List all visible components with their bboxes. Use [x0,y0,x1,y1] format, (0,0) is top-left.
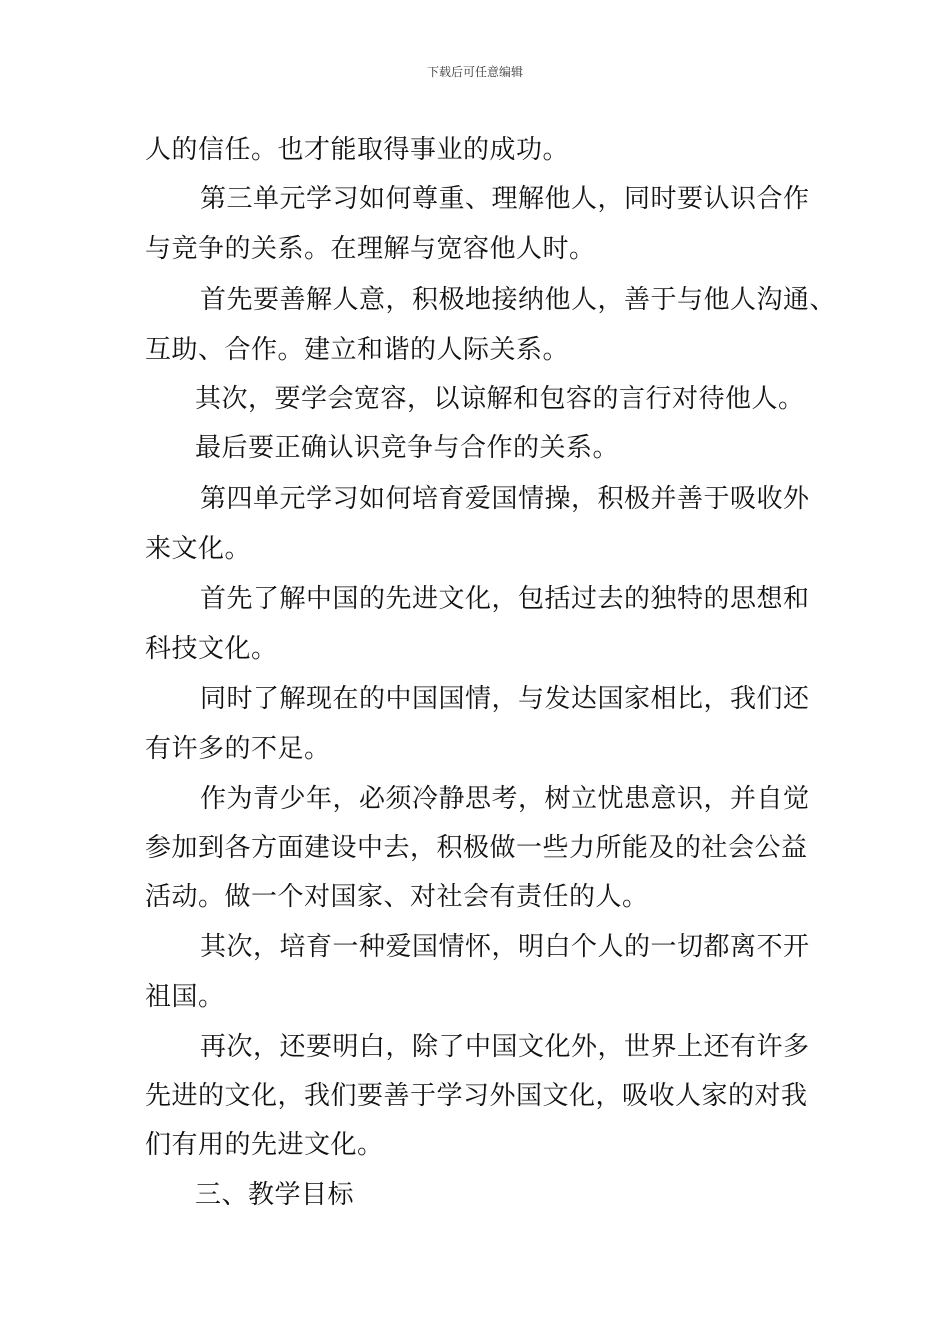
text-line: 最后要正确认识竞争与合作的关系。 [195,433,620,463]
text-line: 人的信任。也才能取得事业的成功。 [145,135,570,165]
text-line: 其次，培育一种爱国情怀，明白个人的一切都离不开 [200,932,810,962]
text-line: 先进的文化，我们要善于学习外国文化，吸收人家的对我 [145,1081,808,1111]
text-line: 第三单元学习如何尊重、理解他人，同时要认识合作 [200,184,810,214]
text-line: 互助、合作。建立和谐的人际关系。 [145,335,570,365]
text-line: 首先了解中国的先进文化，包括过去的独特的思想和 [200,584,810,614]
text-line: 祖国。 [145,982,225,1012]
section-heading: 三、教学目标 [195,1180,355,1210]
page-header: 下载后可任意编辑 [426,65,523,79]
text-line: 参加到各方面建设中去，积极做一些力所能及的社会公益 [145,833,808,863]
text-line: 第四单元学习如何培育爱国情操，积极并善于吸收外 [200,484,810,514]
text-line: 再次，还要明白，除了中国文化外，世界上还有许多 [200,1032,810,1062]
text-line: 同时了解现在的中国国情，与发达国家相比，我们还 [200,684,810,714]
text-line: 首先要善解人意，积极地接纳他人，善于与他人沟通、 [200,285,837,315]
text-line: 们有用的先进文化。 [145,1130,384,1160]
text-line: 与竞争的关系。在理解与宽容他人时。 [145,234,596,264]
text-line: 有许多的不足。 [145,734,331,764]
text-line: 科技文化。 [145,634,278,664]
text-line: 作为青少年，必须冷静思考，树立忧患意识，并自觉 [200,784,810,814]
text-line: 活动。做一个对国家、对社会有责任的人。 [145,882,649,912]
text-line: 其次，要学会宽容，以谅解和包容的言行对待他人。 [195,384,805,414]
text-line: 来文化。 [145,534,252,564]
